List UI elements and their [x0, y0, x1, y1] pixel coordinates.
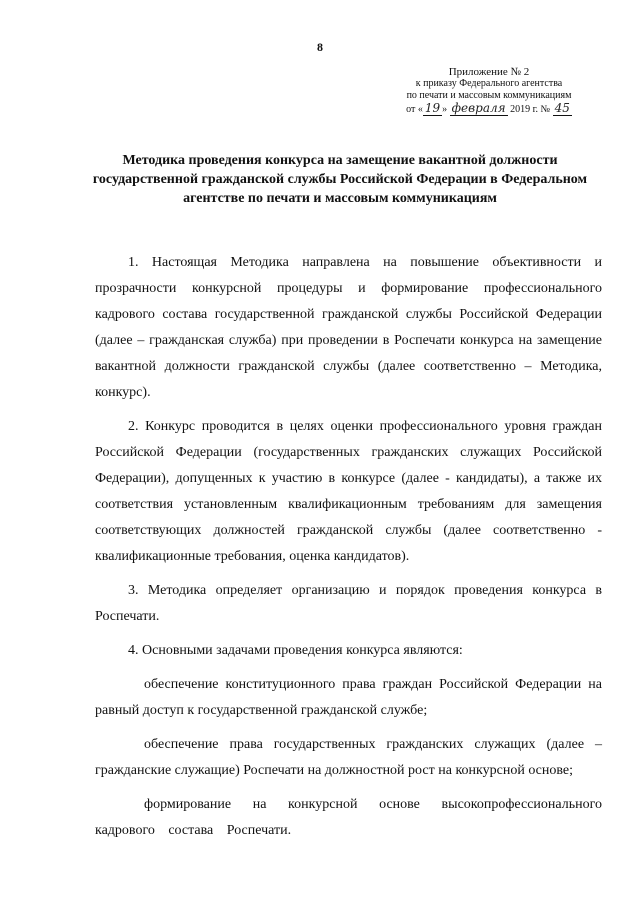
task-item-3: формирование на конкурсной основе высокопрофессионального кадрового состава Роспечати.	[95, 797, 602, 838]
order-from-label: от «	[406, 104, 423, 115]
order-number: 45	[554, 101, 570, 115]
appendix-line-2: по печати и массовым коммуникациям	[406, 90, 572, 101]
order-day: 19	[424, 101, 441, 115]
order-year-label: 2019 г. №	[510, 104, 551, 115]
order-mid-label: »	[442, 104, 448, 115]
appendix-header	[380, 66, 598, 116]
document-body	[95, 250, 602, 852]
appendix-title: Приложение № 2	[448, 66, 530, 78]
document-title: Методика проведения конкурса на замещение вакантной должности государственной гражданской службы Российской Федерации в Федеральном агентстве по печати и массовым коммуникациям	[92, 153, 588, 206]
order-reference	[380, 102, 598, 116]
order-month: февраля	[451, 101, 506, 115]
appendix-line-1: к приказу Федерального агентства	[415, 78, 563, 89]
paragraph-1: 1. Настоящая Методика направлена на повышение объективности и прозрачности конкурсной процедуры и формирование профессионального кадрового состава государственной гражданской службы Российской Федерации (далее – гражданская служба) при проведении в Роспечати конкурса на замещение вакантной должности гражданской службы (далее соответственно – Методика, конкурс).	[95, 255, 602, 400]
paragraph-2: 2. Конкурс проводится в целях оценки профессионального уровня граждан Российской Федерации (государственных гражданских служащих Российской Федерации), допущенных к участию в конкурсе (далее - кандидаты), а также их соответствия установленным квалификационным требованиям для замещения соответствующих должностей гражданской службы (далее соответственно - квалификационные требования, оценка кандидатов).	[95, 419, 602, 564]
paragraph-3: 3. Методика определяет организацию и порядок проведения конкурса в Роспечати.	[95, 583, 602, 624]
task-item-1: обеспечение конституционного права граждан Российской Федерации на равный доступ к государственной гражданской службе;	[95, 677, 602, 718]
page-number: 8	[317, 40, 323, 54]
task-item-2: обеспечение права государственных гражданских служащих (далее – гражданские служащие) Роспечати на должностной рост на конкурсной основе;	[95, 737, 602, 778]
paragraph-4: 4. Основными задачами проведения конкурса являются:	[128, 643, 463, 658]
